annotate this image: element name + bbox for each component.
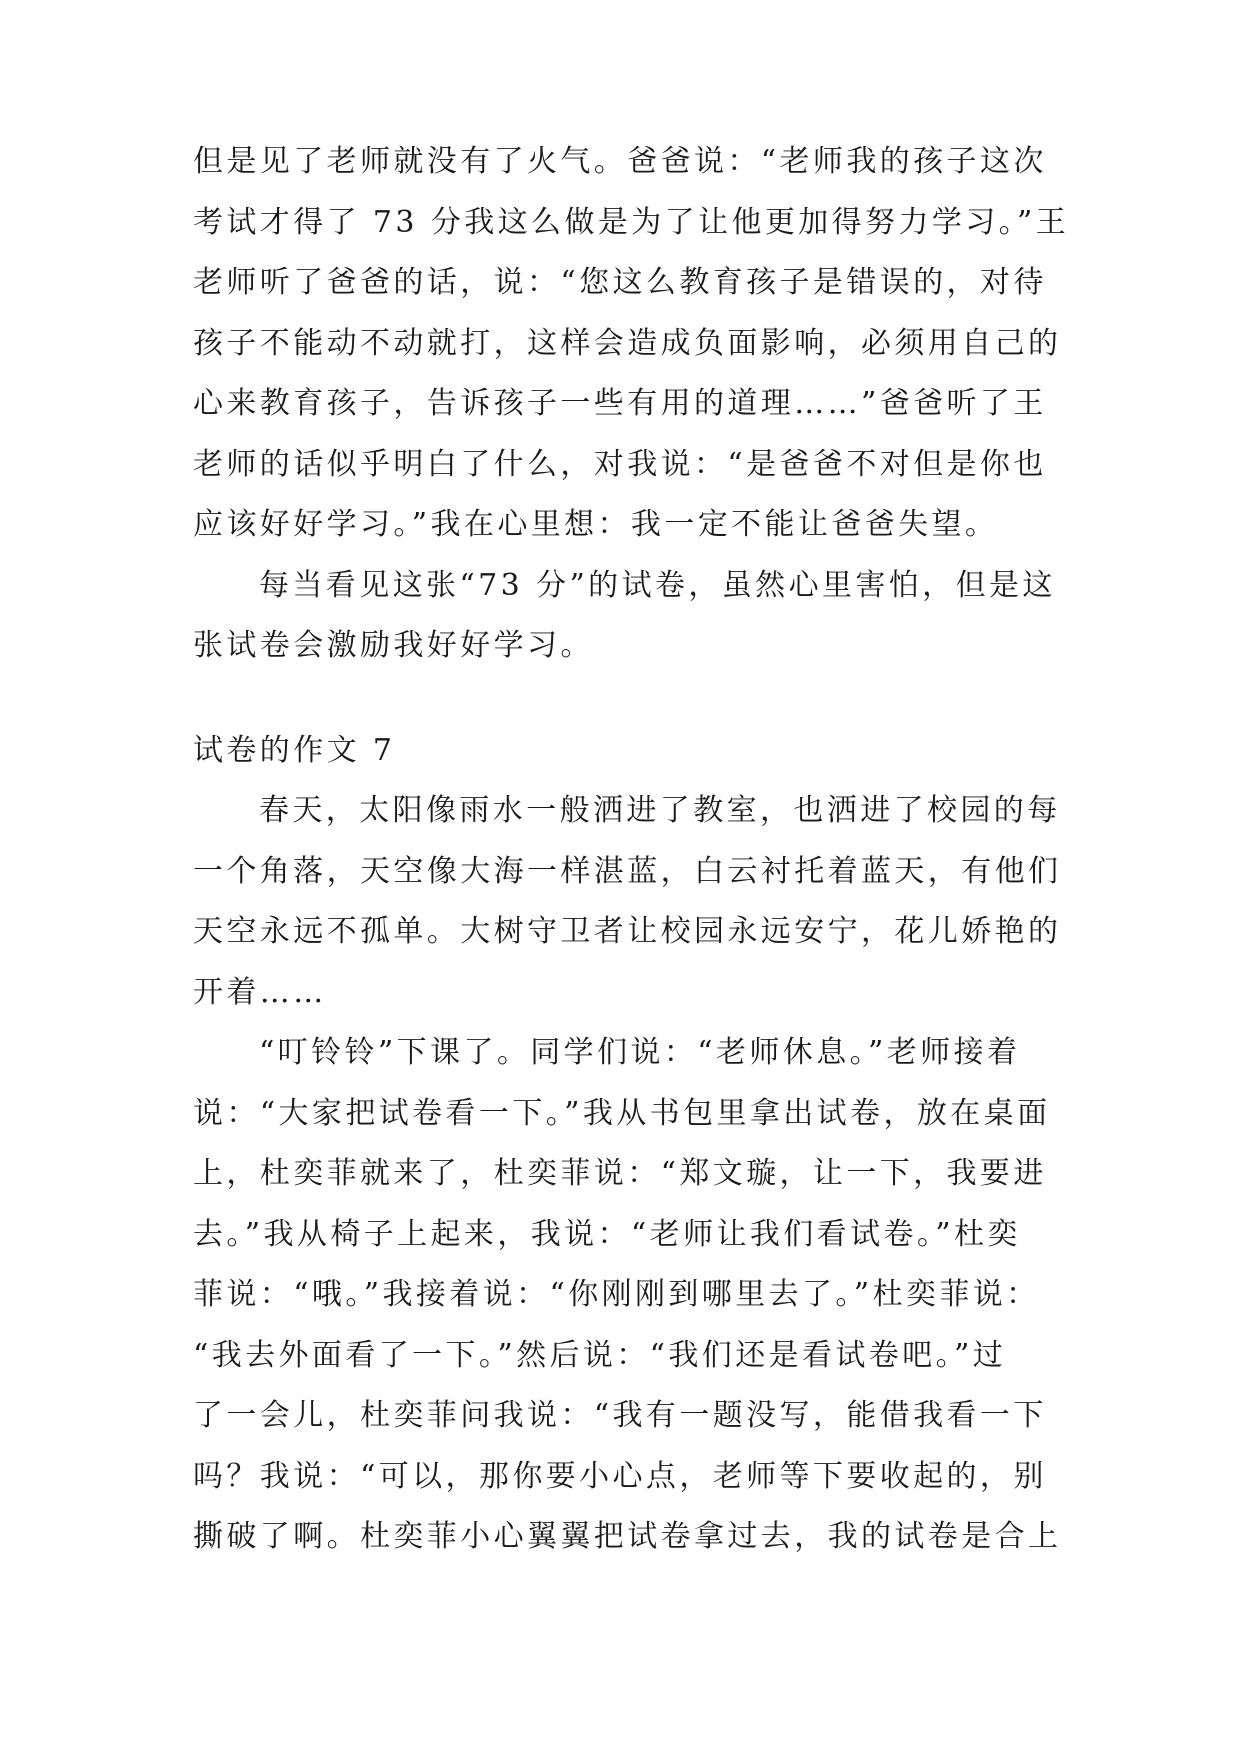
- text-line: 菲说：“哦。”我接着说：“你刚刚到哪里去了。”杜奕菲说：: [193, 1277, 1040, 1312]
- text-line: “叮铃铃”下课了。同学们说：“老师休息。”老师接着: [259, 1035, 1021, 1070]
- text-line: 但是见了老师就没有了火气。爸爸说：“老师我的孩子这次: [193, 144, 1047, 179]
- paragraph: [193, 132, 1070, 556]
- text-line: 一个角落，天空像大海一样湛蓝，白云衬托着蓝天，有他们: [193, 853, 1062, 889]
- section-title: 试卷的作文 7: [193, 732, 396, 768]
- text-line: “我去外面看了一下。”然后说：“我们还是看试卷吧。”过: [193, 1337, 1007, 1373]
- text-line: 老师的话似乎明白了什么，对我说：“是爸爸不对但是你也: [193, 446, 1047, 482]
- text-line: 春天，太阳像雨水一般洒进了教室，也洒进了校园的每: [259, 793, 1061, 828]
- text-line: 天空永远不孤单。大树守卫者让校园永远安宁，花儿娇艳的: [193, 914, 1062, 949]
- text-line: 孩子不能动不动就打，这样会造成负面影响，必须用自己的: [193, 325, 1062, 361]
- text-line: 去。”我从椅子上起来，我说：“老师让我们看试卷。”杜奕: [193, 1216, 1021, 1252]
- text-line: 上，杜奕菲就来了，杜奕菲说：“郑文璇，让一下，我要进: [193, 1156, 1047, 1191]
- text-line: 开着……: [193, 974, 327, 1010]
- text-line: 心来教育孩子，告诉孩子一些有用的道理……”爸爸听了王: [193, 386, 1047, 421]
- paragraph: [193, 556, 1055, 677]
- text-line: 每当看见这张“73 分”的试卷，虽然心里害怕，但是这: [259, 567, 1056, 603]
- text-line: 了一会儿，杜奕菲问我说：“我有一题没写，能借我看一下: [193, 1398, 1047, 1433]
- text-line: 应该好好学习。”我在心里想：我一定不能让爸爸失望。: [193, 507, 999, 542]
- paragraph: [193, 1023, 1062, 1568]
- text-line: 撕破了啊。杜奕菲小心翼翼把试卷拿过去，我的试卷是合上: [193, 1519, 1062, 1554]
- text-line: 老师听了爸爸的话，说：“您这么教育孩子是错误的，对待: [193, 265, 1047, 300]
- text-line: 张试卷会激励我好好学习。: [193, 628, 594, 663]
- text-line: 说：“大家把试卷看一下。”我从书包里拿出试卷，放在桌面: [193, 1095, 1051, 1131]
- paragraph: [193, 781, 1062, 1023]
- text-line: 考试才得了 73 分我这么做是为了让他更加得努力学习。”王: [193, 204, 1070, 240]
- section-spacer: [193, 677, 1055, 721]
- text-line: 吗？我说：“可以，那你要小心点，老师等下要收起的，别: [193, 1458, 1047, 1494]
- document-body: [193, 132, 1070, 1568]
